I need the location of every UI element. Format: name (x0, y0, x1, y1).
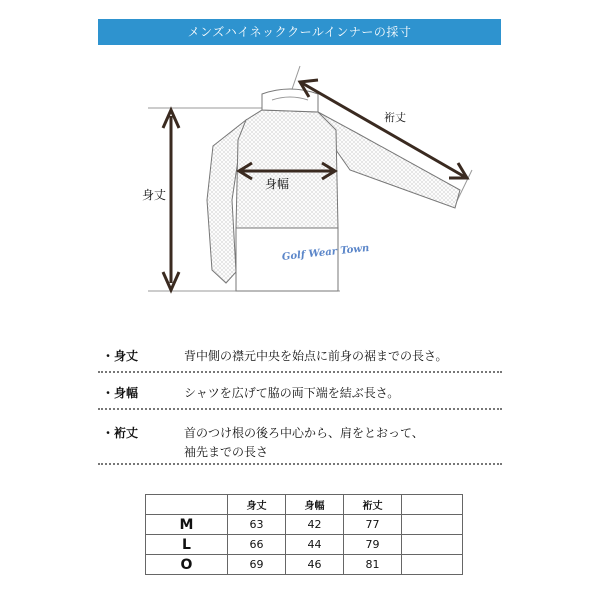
size-table (145, 494, 463, 575)
table-cell (402, 555, 463, 575)
table-cell: 81 (344, 555, 402, 575)
table-header-row (146, 495, 463, 515)
table-row (146, 555, 463, 575)
table-cell: 66 (228, 535, 286, 555)
table-header (402, 495, 463, 515)
table-header: 身丈 (228, 495, 286, 515)
right-sleeve (318, 112, 460, 208)
size-cell: M (146, 515, 228, 535)
shirt-collar (262, 89, 318, 112)
length-label: 身丈 (142, 188, 167, 202)
definition-term: ・身幅 (102, 386, 139, 400)
table-header: 身幅 (286, 495, 344, 515)
table-cell (402, 535, 463, 555)
table-cell: 44 (286, 535, 344, 555)
divider (98, 408, 502, 410)
size-cell: L (146, 535, 228, 555)
table-header: 裄丈 (344, 495, 402, 515)
table-row (146, 535, 463, 555)
table-cell (402, 515, 463, 535)
width-label: 身幅 (265, 177, 290, 191)
definition-term: ・裄丈 (102, 426, 139, 440)
definition-term: ・身丈 (102, 349, 139, 363)
watermark: Golf Wear Town (281, 242, 370, 263)
table-cell: 69 (228, 555, 286, 575)
table-cell: 42 (286, 515, 344, 535)
definition-desc: シャツを広げて脇の両下端を結ぶ長さ。 (184, 386, 400, 400)
table-row (146, 515, 463, 535)
sleeve-label: 裄丈 (384, 111, 406, 124)
table-cell: 63 (228, 515, 286, 535)
size-cell: O (146, 555, 228, 575)
definition-desc: 首のつけ根の後ろ中心から、肩をとおって、 (184, 426, 424, 440)
table-header (146, 495, 228, 515)
divider (98, 371, 502, 373)
table-cell: 77 (344, 515, 402, 535)
table-cell: 79 (344, 535, 402, 555)
divider (98, 463, 502, 465)
definition-desc: 背中側の襟元中央を始点に前身の裾までの長さ。 (184, 349, 448, 363)
page-title: メンズハイネッククールインナーの採寸 (98, 19, 501, 45)
table-cell: 46 (286, 555, 344, 575)
definition-desc-line2: 袖先までの長さ (184, 445, 269, 459)
